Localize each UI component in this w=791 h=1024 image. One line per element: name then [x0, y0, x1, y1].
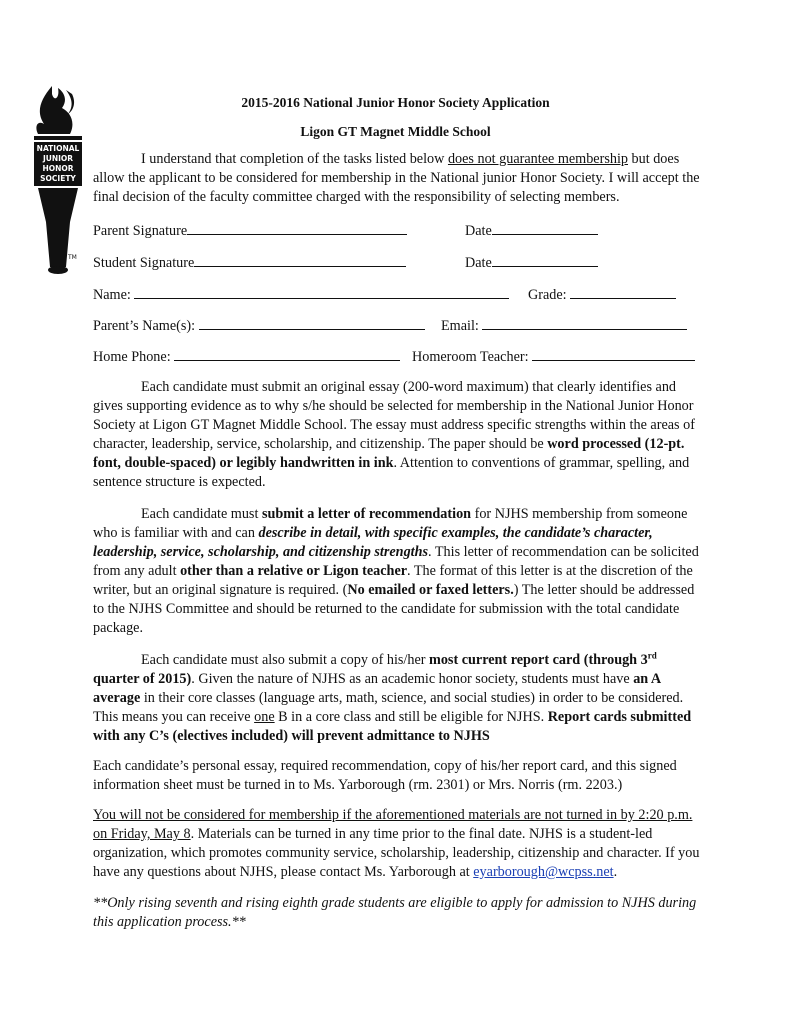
form-row-home-phone — [93, 347, 400, 366]
form-row-email — [441, 316, 687, 335]
trademark-mark: TM — [68, 254, 77, 261]
grade-field[interactable] — [570, 285, 676, 299]
date-field-2[interactable] — [492, 253, 598, 267]
homeroom-teacher-label: Homeroom Teacher: — [412, 349, 529, 365]
eligibility-note: **Only rising seventh and rising eighth grade students are eligible to apply for admission to NJHS during this application process.** — [93, 895, 697, 930]
home-phone-label: Home Phone: — [93, 349, 171, 365]
logo-line-3: HONOR — [42, 164, 74, 173]
form-row-parent-signature — [93, 221, 407, 240]
form-row-grade — [528, 285, 676, 304]
no-guarantee-note: does not guarantee membership — [447, 151, 628, 167]
form-row-student-signature — [93, 253, 406, 272]
name-field[interactable] — [134, 285, 509, 299]
parents-names-field[interactable] — [199, 316, 425, 330]
intro-paragraph: I understand that completion of the tasks listed below does not guarantee membership but does allow the applicant to be considered for membership in the National junior Honor Society. I will accept the final decision of the faculty committee charged with the responsibility of selecting members. — [93, 151, 700, 205]
logo-line-2: JUNIOR — [42, 154, 74, 163]
email-field[interactable] — [482, 316, 687, 330]
form-row-parents-names — [93, 316, 425, 335]
date-field-1[interactable] — [492, 221, 598, 235]
parent-signature-field[interactable] — [187, 221, 407, 235]
essay-paragraph: Each candidate must submit an original essay (200-word maximum) that clearly identifies and gives supporting evidence as to why s/he should be selected for membership in the National Junior Honor Society at Ligon GT Magnet Middle School. The essay must address specific strengths within the areas of character, leadership, service, scholarship, and citizenship. The paper should be word processed (12-pt. font, double-spaced) or legibly handwritten in ink. Attention to conventions of grammar, spelling, and sentence structure is expected. — [93, 379, 695, 490]
application-title: 2015-2016 National Junior Honor Society Application — [241, 95, 550, 110]
parents-names-label: Parent’s Name(s): — [93, 318, 196, 334]
report-card-paragraph: Each candidate must also submit a copy of his/her most current report card (through 3rd quarter of 2015). Given the nature of NJHS as an academic honor society, students must have an A average in their core classes (language arts, math, science, and social studies) in order to be considered. This means you can receive one B in a core class and still be eligible for NJHS. Report cards submitted with any C’s (electives included) will prevent admittance to NJHS — [93, 650, 692, 744]
date-label-2: Date — [465, 255, 492, 271]
recommendation-paragraph: Each candidate must submit a letter of recommendation for NJHS membership from someone who is familiar with and can describe in detail, with specific examples, the candidate’s character, leadership, service, scholarship, and citizenship strengths. This letter of recommendation can be solicited from any adult other than a relative or Ligon teacher. The format of this letter is at the discretion of the writer, but an original signature is required. (No emailed or faxed letters.) The letter should be addressed to the NJHS Committee and should be returned to the candidate for submission with the total candidate package. — [93, 506, 699, 636]
form-row-date-1 — [465, 221, 598, 240]
turn-in-paragraph: Each candidate’s personal essay, required recommendation, copy of his/her report card, and this signed information sheet must be turned in to Ms. Yarborough (rm. 2301) or Mrs. Norris (rm. 2203.) — [93, 758, 677, 793]
form-row-name — [93, 285, 509, 304]
homeroom-teacher-field[interactable] — [532, 347, 695, 361]
form-row-date-2 — [465, 253, 598, 272]
grade-label: Grade: — [528, 287, 567, 303]
deadline-paragraph: You will not be considered for membership if the aforementioned materials are not turned in by 2:20 p.m. on Friday, May 8. Materials can be turned in any time prior to the final date. NJHS is a student-led organization, which promotes community service, scholarship, leadership, citizenship and character. If you have any questions about NJHS, please contact Ms. Yarborough at eyarborough@wcpss.net. — [93, 807, 700, 880]
logo-line-4: SOCIETY — [40, 174, 76, 183]
home-phone-field[interactable] — [174, 347, 400, 361]
student-signature-field[interactable] — [194, 253, 406, 267]
student-signature-label: Student Signature — [93, 255, 195, 271]
contact-email-link[interactable]: eyarborough@wcpss.net — [473, 864, 614, 880]
logo-line-1: NATIONAL — [36, 144, 80, 153]
date-label-1: Date — [465, 223, 492, 239]
school-name: Ligon GT Magnet Middle School — [300, 124, 491, 139]
email-label: Email: — [441, 318, 479, 334]
njhs-torch-logo — [30, 82, 88, 282]
parent-signature-label: Parent Signature — [93, 223, 188, 239]
name-label: Name: — [93, 287, 131, 303]
form-row-homeroom-teacher — [412, 347, 695, 366]
